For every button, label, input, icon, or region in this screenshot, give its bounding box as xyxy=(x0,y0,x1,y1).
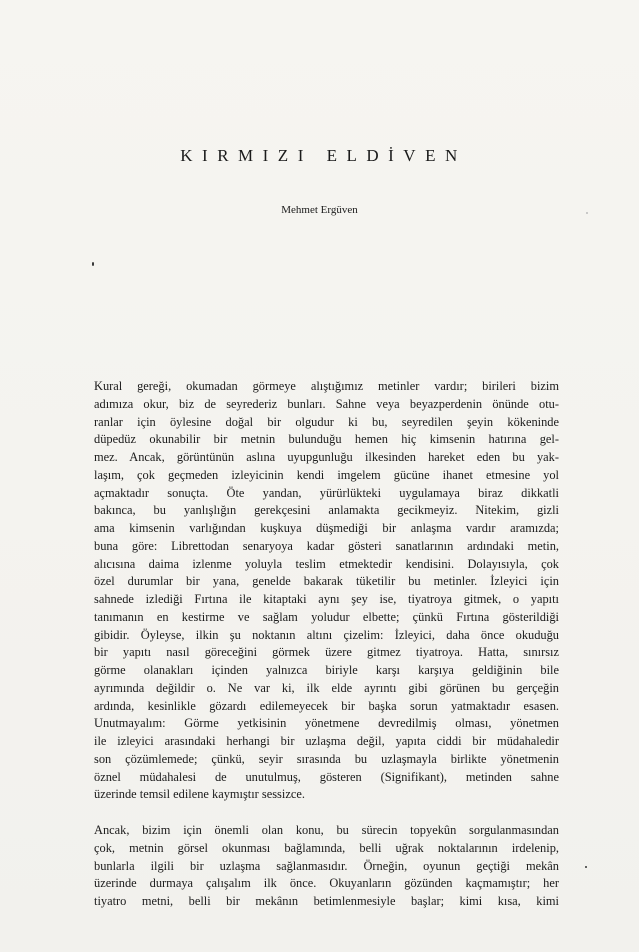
text-line: düpedüz okunabilir bir metnin bulunduğu hemen hiç kimsenin hatırına gel- xyxy=(94,432,559,447)
body-paragraph-2 xyxy=(94,822,559,911)
article-title: KIRMIZI ELDİVEN xyxy=(180,146,467,165)
text-line: laşım, çok geçmeden izleyicinin kendi imgelem gücüne ihanet etmesine yol xyxy=(94,467,559,482)
author-name: Mehmet Ergüven xyxy=(281,204,358,216)
ink-speck xyxy=(586,212,588,214)
text-line: özel durumlar bir yana, genelde bakarak tüketilir bu metinler. İzleyici için xyxy=(94,574,559,589)
text-line: son çözümlemede; çünkü, seyir sırasında bu uzlaşmayla birlikte yönetmenin xyxy=(94,751,559,766)
text-line: üzerinde temsil edilene kaymıştır sessizce. xyxy=(94,787,305,802)
text-line: buna göre: Librettodan senaryoya kadar gösteri sanatlarının ardındaki metin, xyxy=(94,538,559,553)
text-line: açmaktadır sonuçta. Öte yandan, yürürlükteki uygulamaya biraz dikkatli xyxy=(94,485,559,500)
text-line: öznel müdahalesi de unutulmuş, gösteren (Signifikant), metinden sahne xyxy=(94,769,559,784)
text-line: görme olanakları içinden yalnızca biriyle karşı karşıya geldiğinin bile xyxy=(94,663,559,677)
text-line: bir yapıtı nasıl göreceğini görmek üzere gitmez tiyatroya. Hatta, sınırsız xyxy=(94,645,559,660)
text-line: Unutmayalım: Görme yetkisinin yönetmene devredilmiş olması, yönetmen xyxy=(94,716,559,731)
text-line: Ancak, bizim için önemli olan konu, bu sürecin topyekûn sorgulanmasından xyxy=(94,823,559,837)
text-line: gibidir. Öyleyse, ilkin şu noktanın altını çizelim: İzleyici, daha önce okuduğu xyxy=(94,627,559,642)
text-line: sahnede izlediği Fırtına ile kitaptaki aynı şey ise, tiyatroya gitmek, o yapıtı xyxy=(94,592,559,606)
text-line: ama kimsenin varlığından kuşkuya düşmediği bir anlaşma vardır aramızda; xyxy=(94,521,559,535)
text-line: çok, metnin görsel okunması bağlamında, belli uğrak noktalarının irdelenip, xyxy=(94,840,559,855)
text-line: tanımanın en kestirme ve sağlam yoludur elbette; çünkü Fırtına gösterildiği xyxy=(94,609,559,624)
text-line: adımıza okur, biz de seyrederiz bunları. Sahne veya beyazperdenin önünde otu- xyxy=(94,396,559,411)
text-line: üzerinde durmaya çalışalım ilk önce. Okuyanların gözünden kaçmamıştır; her xyxy=(94,876,559,891)
text-line: bunlarla ilgili bir uzlaşma sağlanmasıdır. Örneğin, oyunun geçtiği mekân xyxy=(94,858,559,873)
ink-speck xyxy=(585,866,587,868)
ink-speck xyxy=(92,262,94,266)
text-line: ranlar için öylesine doğal bir olgudur ki bu, seyredilen şeyin kökeninde xyxy=(94,414,559,429)
text-line: tiyatro metni, belli bir mekânın betimlenmesiyle başlar; kimi kısa, kimi xyxy=(94,894,559,908)
text-line: alıcısına daima izlenme yoluyla teslim etmektedir kendisini. Dolayısıyla, çok xyxy=(94,556,559,571)
text-line: ardında, kesinlikle gözardı edilemeyecek bir başka sorun yatmaktadır esasen. xyxy=(94,698,559,713)
text-line: ayrımında değildir o. Ne var ki, ilk elde ayrıntı gibi görünen bu gerçeğin xyxy=(94,680,559,695)
body-paragraph-1 xyxy=(94,378,559,804)
text-line: Kural gereği, okumadan görmeye alıştığımız metinler vardır; birileri bizim xyxy=(94,379,559,393)
text-line: ile izleyici arasındaki herhangi bir uzlaşma değil, yapıta ciddi bir müdahaledir xyxy=(94,734,559,748)
text-line: mez. Ancak, görüntünün aslına uyupgunluğu ilkesinden hareket eden bu yak- xyxy=(94,450,559,464)
text-line: bakınca, bu yanlışlığın gerekçesini anlamakta gecikmeyiz. Nitekim, gizli xyxy=(94,503,559,518)
